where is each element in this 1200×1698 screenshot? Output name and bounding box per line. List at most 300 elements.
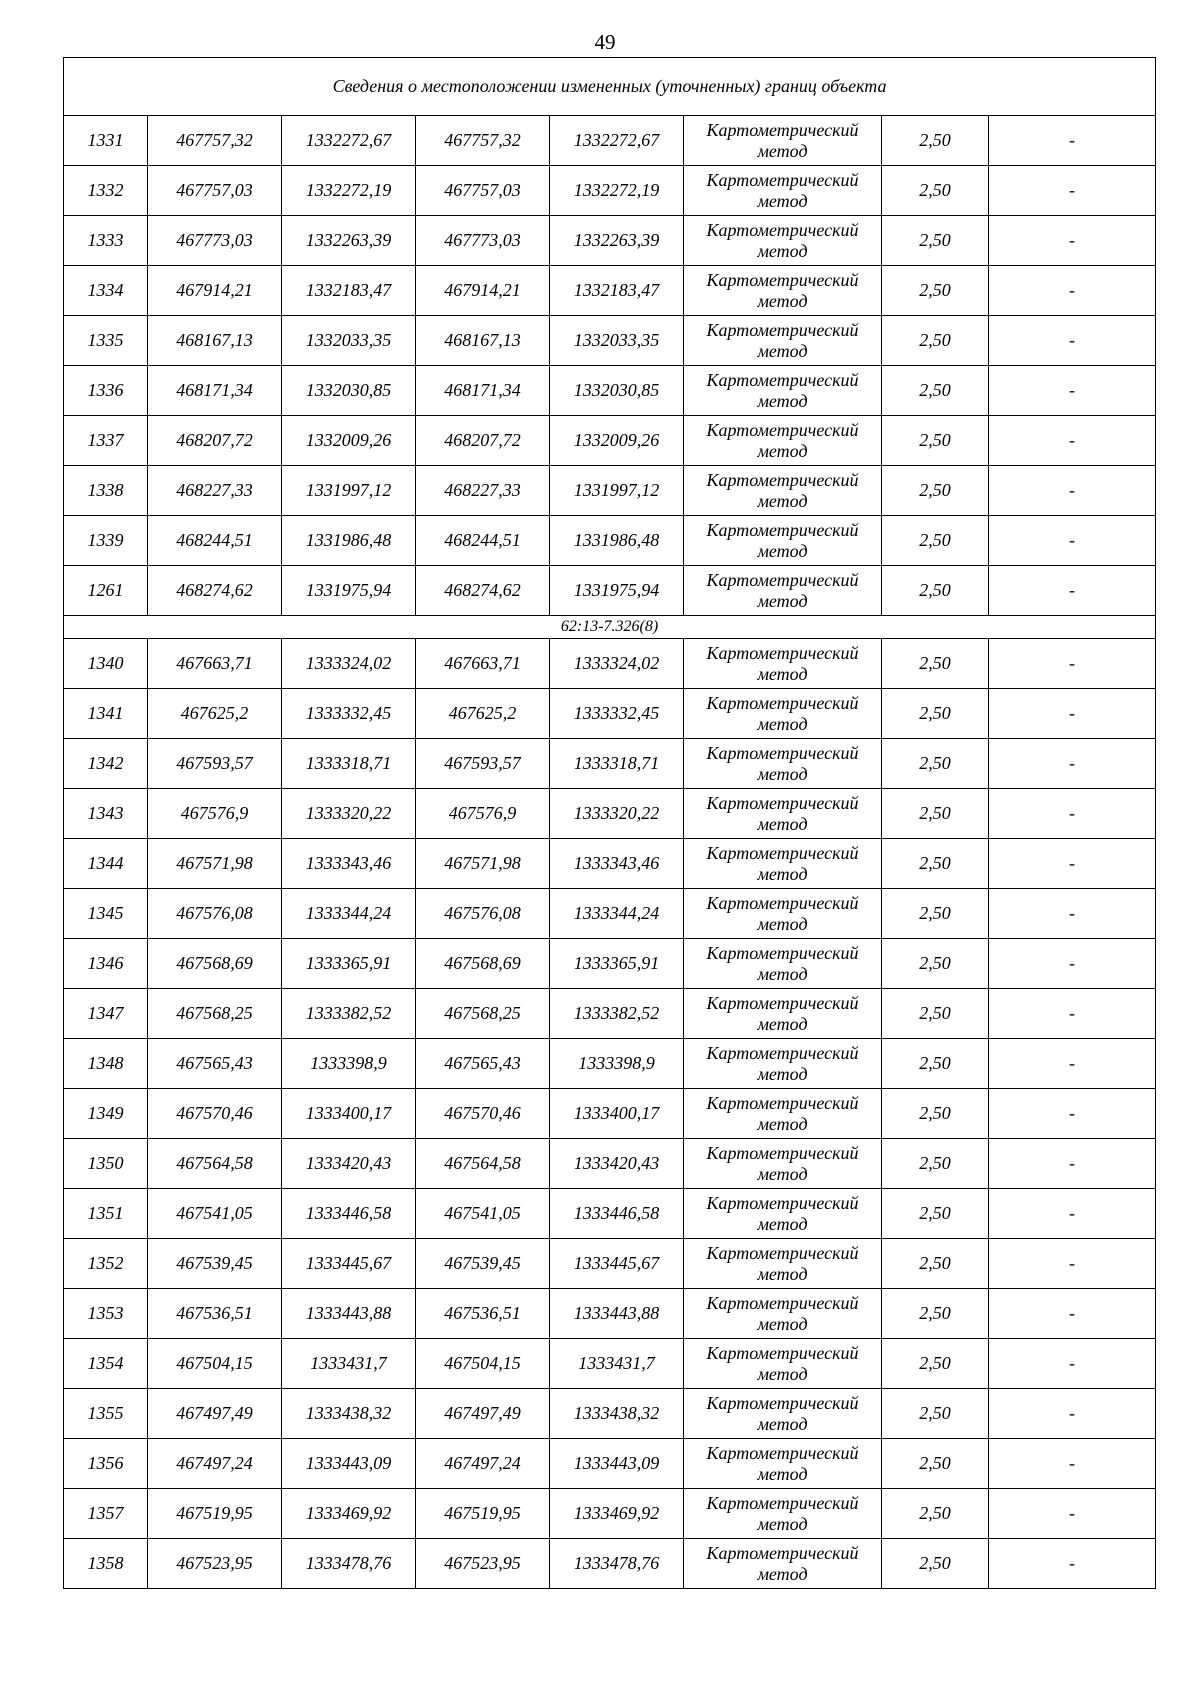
- method-line2: метод: [757, 1313, 808, 1334]
- description-cell: -: [989, 316, 1156, 366]
- table-row: [64, 1489, 1156, 1539]
- description-cell: -: [989, 1389, 1156, 1439]
- x-existing-cell: 467570,46: [148, 1089, 282, 1139]
- method-cell: [684, 116, 882, 166]
- precision-cell: 2,50: [882, 689, 989, 739]
- point-number-cell: 1339: [64, 516, 148, 566]
- method-line1: Картометрический: [706, 1292, 859, 1313]
- table-row: [64, 116, 1156, 166]
- table-row: [64, 1239, 1156, 1289]
- y-existing-cell: 1333365,91: [282, 939, 416, 989]
- method-line2: метод: [757, 863, 808, 884]
- x-existing-cell: 467757,03: [148, 166, 282, 216]
- precision-cell: 2,50: [882, 566, 989, 616]
- precision-cell: 2,50: [882, 1089, 989, 1139]
- y-refined-cell: 1333438,32: [550, 1389, 684, 1439]
- precision-cell: 2,50: [882, 516, 989, 566]
- table-row: [64, 639, 1156, 689]
- y-refined-cell: 1333324,02: [550, 639, 684, 689]
- method-line2: метод: [757, 390, 808, 411]
- page-number: 49: [594, 30, 616, 54]
- point-number-cell: 1355: [64, 1389, 148, 1439]
- method-cell: [684, 1339, 882, 1389]
- method-line1: Картометрический: [706, 319, 859, 340]
- description-cell: -: [989, 566, 1156, 616]
- point-number-cell: 1354: [64, 1339, 148, 1389]
- table-row: [64, 1289, 1156, 1339]
- y-refined-cell: 1332030,85: [550, 366, 684, 416]
- method-cell: [684, 216, 882, 266]
- x-existing-cell: 467593,57: [148, 739, 282, 789]
- y-existing-cell: 1333318,71: [282, 739, 416, 789]
- precision-cell: 2,50: [882, 789, 989, 839]
- x-existing-cell: 468171,34: [148, 366, 282, 416]
- y-refined-cell: 1333343,46: [550, 839, 684, 889]
- precision-cell: 2,50: [882, 1339, 989, 1389]
- y-existing-cell: 1333398,9: [282, 1039, 416, 1089]
- method-line2: метод: [757, 1413, 808, 1434]
- x-refined-cell: 468274,62: [416, 566, 550, 616]
- method-line2: метод: [757, 590, 808, 611]
- x-refined-cell: 467568,69: [416, 939, 550, 989]
- method-cell: [684, 1039, 882, 1089]
- method-line1: Картометрический: [706, 119, 859, 140]
- precision-cell: 2,50: [882, 989, 989, 1039]
- description-cell: -: [989, 466, 1156, 516]
- method-line1: Картометрический: [706, 369, 859, 390]
- table-body: [64, 58, 1156, 1589]
- x-existing-cell: 467541,05: [148, 1189, 282, 1239]
- y-refined-cell: 1333443,09: [550, 1439, 684, 1489]
- precision-cell: 2,50: [882, 1539, 989, 1589]
- method-line2: метод: [757, 290, 808, 311]
- method-line1: Картометрический: [706, 569, 859, 590]
- x-existing-cell: 468207,72: [148, 416, 282, 466]
- table-header-row: [64, 58, 1156, 116]
- method-line2: метод: [757, 340, 808, 361]
- x-refined-cell: 467773,03: [416, 216, 550, 266]
- method-line1: Картометрический: [706, 1192, 859, 1213]
- y-refined-cell: 1333332,45: [550, 689, 684, 739]
- table-row: [64, 166, 1156, 216]
- x-refined-cell: 467497,49: [416, 1389, 550, 1439]
- point-number-cell: 1351: [64, 1189, 148, 1239]
- method-cell: [684, 739, 882, 789]
- precision-cell: 2,50: [882, 466, 989, 516]
- description-cell: -: [989, 1439, 1156, 1489]
- precision-cell: 2,50: [882, 216, 989, 266]
- precision-cell: 2,50: [882, 1389, 989, 1439]
- y-refined-cell: 1333382,52: [550, 989, 684, 1039]
- x-refined-cell: 467568,25: [416, 989, 550, 1039]
- y-existing-cell: 1333445,67: [282, 1239, 416, 1289]
- method-line1: Картометрический: [706, 992, 859, 1013]
- point-number-cell: 1331: [64, 116, 148, 166]
- y-existing-cell: 1331997,12: [282, 466, 416, 516]
- y-refined-cell: 1333446,58: [550, 1189, 684, 1239]
- point-number-cell: 1356: [64, 1439, 148, 1489]
- x-refined-cell: 467576,08: [416, 889, 550, 939]
- precision-cell: 2,50: [882, 116, 989, 166]
- description-cell: -: [989, 216, 1156, 266]
- x-refined-cell: 468244,51: [416, 516, 550, 566]
- x-existing-cell: 467536,51: [148, 1289, 282, 1339]
- point-number-cell: 1358: [64, 1539, 148, 1589]
- table-row: [64, 466, 1156, 516]
- description-cell: -: [989, 1089, 1156, 1139]
- method-line1: Картометрический: [706, 1442, 859, 1463]
- x-refined-cell: 467536,51: [416, 1289, 550, 1339]
- point-number-cell: 1346: [64, 939, 148, 989]
- precision-cell: 2,50: [882, 1139, 989, 1189]
- precision-cell: 2,50: [882, 1189, 989, 1239]
- point-number-cell: 1344: [64, 839, 148, 889]
- table-row: [64, 1189, 1156, 1239]
- precision-cell: 2,50: [882, 939, 989, 989]
- y-existing-cell: 1332183,47: [282, 266, 416, 316]
- method-cell: [684, 316, 882, 366]
- description-cell: -: [989, 1289, 1156, 1339]
- method-line2: метод: [757, 1513, 808, 1534]
- point-number-cell: 1343: [64, 789, 148, 839]
- precision-cell: 2,50: [882, 366, 989, 416]
- y-refined-cell: 1332009,26: [550, 416, 684, 466]
- precision-cell: 2,50: [882, 889, 989, 939]
- method-line2: метод: [757, 1013, 808, 1034]
- method-line2: метод: [757, 1063, 808, 1084]
- method-cell: [684, 566, 882, 616]
- method-line1: Картометрический: [706, 269, 859, 290]
- method-line2: метод: [757, 813, 808, 834]
- method-line1: Картометрический: [706, 1142, 859, 1163]
- point-number-cell: 1348: [64, 1039, 148, 1089]
- method-line1: Картометрический: [706, 642, 859, 663]
- method-line2: метод: [757, 763, 808, 784]
- y-existing-cell: 1331986,48: [282, 516, 416, 566]
- y-refined-cell: 1332183,47: [550, 266, 684, 316]
- description-cell: -: [989, 789, 1156, 839]
- y-refined-cell: 1332033,35: [550, 316, 684, 366]
- point-number-cell: 1352: [64, 1239, 148, 1289]
- x-existing-cell: 467519,95: [148, 1489, 282, 1539]
- method-cell: [684, 1539, 882, 1589]
- y-existing-cell: 1333443,88: [282, 1289, 416, 1339]
- table-row: [64, 566, 1156, 616]
- method-line1: Картометрический: [706, 842, 859, 863]
- method-line1: Картометрический: [706, 692, 859, 713]
- method-cell: [684, 939, 882, 989]
- method-line2: метод: [757, 1563, 808, 1584]
- method-line2: метод: [757, 540, 808, 561]
- y-refined-cell: 1333478,76: [550, 1539, 684, 1589]
- x-refined-cell: 467757,03: [416, 166, 550, 216]
- x-existing-cell: 467773,03: [148, 216, 282, 266]
- method-line2: метод: [757, 440, 808, 461]
- method-line1: Картометрический: [706, 942, 859, 963]
- y-existing-cell: 1333438,32: [282, 1389, 416, 1439]
- y-existing-cell: 1333382,52: [282, 989, 416, 1039]
- table-row: [64, 266, 1156, 316]
- x-refined-cell: 467519,95: [416, 1489, 550, 1539]
- table-row: [64, 889, 1156, 939]
- x-existing-cell: 467625,2: [148, 689, 282, 739]
- x-refined-cell: 467565,43: [416, 1039, 550, 1089]
- y-refined-cell: 1332263,39: [550, 216, 684, 266]
- y-existing-cell: 1333443,09: [282, 1439, 416, 1489]
- point-number-cell: 1350: [64, 1139, 148, 1189]
- method-cell: [684, 266, 882, 316]
- description-cell: -: [989, 1239, 1156, 1289]
- method-line2: метод: [757, 663, 808, 684]
- y-existing-cell: 1333446,58: [282, 1189, 416, 1239]
- method-cell: [684, 1389, 882, 1439]
- x-existing-cell: 467565,43: [148, 1039, 282, 1089]
- y-existing-cell: 1332009,26: [282, 416, 416, 466]
- x-existing-cell: 467523,95: [148, 1539, 282, 1589]
- description-cell: -: [989, 689, 1156, 739]
- table-row: [64, 989, 1156, 1039]
- description-cell: -: [989, 1139, 1156, 1189]
- y-refined-cell: 1333469,92: [550, 1489, 684, 1539]
- y-existing-cell: 1333332,45: [282, 689, 416, 739]
- precision-cell: 2,50: [882, 266, 989, 316]
- method-line2: метод: [757, 913, 808, 934]
- point-number-cell: 1333: [64, 216, 148, 266]
- point-number-cell: 1337: [64, 416, 148, 466]
- parcel-cadastral-number: 62:13-7.326(8): [64, 616, 1156, 639]
- table-row: [64, 1139, 1156, 1189]
- table-row: [64, 316, 1156, 366]
- x-existing-cell: 468167,13: [148, 316, 282, 366]
- method-line2: метод: [757, 1163, 808, 1184]
- method-line2: метод: [757, 1263, 808, 1284]
- table-row: [64, 416, 1156, 466]
- y-refined-cell: 1332272,19: [550, 166, 684, 216]
- x-refined-cell: 468207,72: [416, 416, 550, 466]
- method-line1: Картометрический: [706, 1492, 859, 1513]
- y-existing-cell: 1333324,02: [282, 639, 416, 689]
- method-cell: [684, 466, 882, 516]
- x-refined-cell: 468167,13: [416, 316, 550, 366]
- method-cell: [684, 689, 882, 739]
- table-row: [64, 789, 1156, 839]
- point-number-cell: 1335: [64, 316, 148, 366]
- y-existing-cell: 1331975,94: [282, 566, 416, 616]
- x-existing-cell: 468227,33: [148, 466, 282, 516]
- description-cell: -: [989, 739, 1156, 789]
- y-existing-cell: 1332033,35: [282, 316, 416, 366]
- y-refined-cell: 1333365,91: [550, 939, 684, 989]
- x-refined-cell: 467523,95: [416, 1539, 550, 1589]
- table-row: [64, 1089, 1156, 1139]
- method-line2: метод: [757, 713, 808, 734]
- y-refined-cell: 1333445,67: [550, 1239, 684, 1289]
- y-refined-cell: 1333431,7: [550, 1339, 684, 1389]
- x-existing-cell: 467576,9: [148, 789, 282, 839]
- method-cell: [684, 889, 882, 939]
- x-existing-cell: 467564,58: [148, 1139, 282, 1189]
- method-line1: Картометрический: [706, 1542, 859, 1563]
- precision-cell: 2,50: [882, 1439, 989, 1489]
- y-existing-cell: 1333400,17: [282, 1089, 416, 1139]
- description-cell: -: [989, 1039, 1156, 1089]
- method-cell: [684, 1439, 882, 1489]
- y-refined-cell: 1333420,43: [550, 1139, 684, 1189]
- description-cell: -: [989, 989, 1156, 1039]
- method-line2: метод: [757, 190, 808, 211]
- precision-cell: 2,50: [882, 739, 989, 789]
- precision-cell: 2,50: [882, 166, 989, 216]
- precision-cell: 2,50: [882, 1489, 989, 1539]
- y-refined-cell: 1333443,88: [550, 1289, 684, 1339]
- boundary-coordinates-table: [63, 57, 1156, 1589]
- method-cell: [684, 1189, 882, 1239]
- y-refined-cell: 1333318,71: [550, 739, 684, 789]
- x-refined-cell: 467539,45: [416, 1239, 550, 1289]
- y-existing-cell: 1332272,19: [282, 166, 416, 216]
- precision-cell: 2,50: [882, 316, 989, 366]
- point-number-cell: 1261: [64, 566, 148, 616]
- x-refined-cell: 467663,71: [416, 639, 550, 689]
- y-existing-cell: 1333343,46: [282, 839, 416, 889]
- y-existing-cell: 1333344,24: [282, 889, 416, 939]
- method-line1: Картометрический: [706, 219, 859, 240]
- description-cell: -: [989, 1339, 1156, 1389]
- y-existing-cell: 1332263,39: [282, 216, 416, 266]
- x-refined-cell: 467504,15: [416, 1339, 550, 1389]
- x-refined-cell: 468171,34: [416, 366, 550, 416]
- x-existing-cell: 467497,24: [148, 1439, 282, 1489]
- x-existing-cell: 467539,45: [148, 1239, 282, 1289]
- description-cell: -: [989, 166, 1156, 216]
- method-line2: метод: [757, 963, 808, 984]
- method-line1: Картометрический: [706, 469, 859, 490]
- table-row: [64, 839, 1156, 889]
- method-line1: Картометрический: [706, 1242, 859, 1263]
- method-line1: Картометрический: [706, 1042, 859, 1063]
- x-refined-cell: 467593,57: [416, 739, 550, 789]
- point-number-cell: 1332: [64, 166, 148, 216]
- x-refined-cell: 467757,32: [416, 116, 550, 166]
- method-line2: метод: [757, 1463, 808, 1484]
- method-line1: Картометрический: [706, 1392, 859, 1413]
- description-cell: -: [989, 939, 1156, 989]
- point-number-cell: 1349: [64, 1089, 148, 1139]
- method-line1: Картометрический: [706, 792, 859, 813]
- point-number-cell: 1336: [64, 366, 148, 416]
- y-refined-cell: 1333398,9: [550, 1039, 684, 1089]
- x-existing-cell: 467663,71: [148, 639, 282, 689]
- y-refined-cell: 1332272,67: [550, 116, 684, 166]
- table-row: [64, 939, 1156, 989]
- x-existing-cell: 468244,51: [148, 516, 282, 566]
- table-row: [64, 216, 1156, 266]
- description-cell: -: [989, 416, 1156, 466]
- y-existing-cell: 1333469,92: [282, 1489, 416, 1539]
- description-cell: -: [989, 116, 1156, 166]
- point-number-cell: 1340: [64, 639, 148, 689]
- x-refined-cell: 467541,05: [416, 1189, 550, 1239]
- method-cell: [684, 1289, 882, 1339]
- table-title: Сведения о местоположении измененных (уточненных) границ объекта: [64, 58, 1156, 116]
- point-number-cell: 1345: [64, 889, 148, 939]
- x-refined-cell: 467914,21: [416, 266, 550, 316]
- y-existing-cell: 1333431,7: [282, 1339, 416, 1389]
- point-number-cell: 1353: [64, 1289, 148, 1339]
- x-existing-cell: 467757,32: [148, 116, 282, 166]
- method-cell: [684, 1489, 882, 1539]
- method-line2: метод: [757, 1213, 808, 1234]
- y-existing-cell: 1333420,43: [282, 1139, 416, 1189]
- x-refined-cell: 467564,58: [416, 1139, 550, 1189]
- method-cell: [684, 516, 882, 566]
- parcel-group-row: [64, 616, 1156, 639]
- method-line1: Картометрический: [706, 892, 859, 913]
- point-number-cell: 1357: [64, 1489, 148, 1539]
- description-cell: -: [989, 889, 1156, 939]
- y-refined-cell: 1333344,24: [550, 889, 684, 939]
- description-cell: -: [989, 1539, 1156, 1589]
- point-number-cell: 1338: [64, 466, 148, 516]
- precision-cell: 2,50: [882, 416, 989, 466]
- method-cell: [684, 1139, 882, 1189]
- method-line1: Картометрический: [706, 1342, 859, 1363]
- y-existing-cell: 1332272,67: [282, 116, 416, 166]
- table-row: [64, 1389, 1156, 1439]
- x-existing-cell: 467571,98: [148, 839, 282, 889]
- method-line2: метод: [757, 140, 808, 161]
- table-row: [64, 516, 1156, 566]
- description-cell: -: [989, 1189, 1156, 1239]
- x-existing-cell: 467568,69: [148, 939, 282, 989]
- method-cell: [684, 1239, 882, 1289]
- x-refined-cell: 467571,98: [416, 839, 550, 889]
- y-existing-cell: 1332030,85: [282, 366, 416, 416]
- point-number-cell: 1341: [64, 689, 148, 739]
- method-line2: метод: [757, 240, 808, 261]
- method-cell: [684, 639, 882, 689]
- x-refined-cell: 468227,33: [416, 466, 550, 516]
- y-refined-cell: 1331986,48: [550, 516, 684, 566]
- description-cell: -: [989, 1489, 1156, 1539]
- description-cell: -: [989, 839, 1156, 889]
- x-existing-cell: 467497,49: [148, 1389, 282, 1439]
- precision-cell: 2,50: [882, 1239, 989, 1289]
- method-line1: Картометрический: [706, 169, 859, 190]
- precision-cell: 2,50: [882, 839, 989, 889]
- x-existing-cell: 467568,25: [148, 989, 282, 1039]
- method-cell: [684, 989, 882, 1039]
- method-cell: [684, 789, 882, 839]
- method-cell: [684, 1089, 882, 1139]
- y-refined-cell: 1333400,17: [550, 1089, 684, 1139]
- description-cell: -: [989, 516, 1156, 566]
- table-row: [64, 739, 1156, 789]
- x-existing-cell: 467504,15: [148, 1339, 282, 1389]
- y-existing-cell: 1333478,76: [282, 1539, 416, 1589]
- method-line1: Картометрический: [706, 742, 859, 763]
- x-refined-cell: 467497,24: [416, 1439, 550, 1489]
- precision-cell: 2,50: [882, 639, 989, 689]
- x-refined-cell: 467576,9: [416, 789, 550, 839]
- x-existing-cell: 468274,62: [148, 566, 282, 616]
- y-refined-cell: 1333320,22: [550, 789, 684, 839]
- description-cell: -: [989, 639, 1156, 689]
- x-refined-cell: 467625,2: [416, 689, 550, 739]
- table-row: [64, 689, 1156, 739]
- method-line1: Картометрический: [706, 519, 859, 540]
- method-line2: метод: [757, 490, 808, 511]
